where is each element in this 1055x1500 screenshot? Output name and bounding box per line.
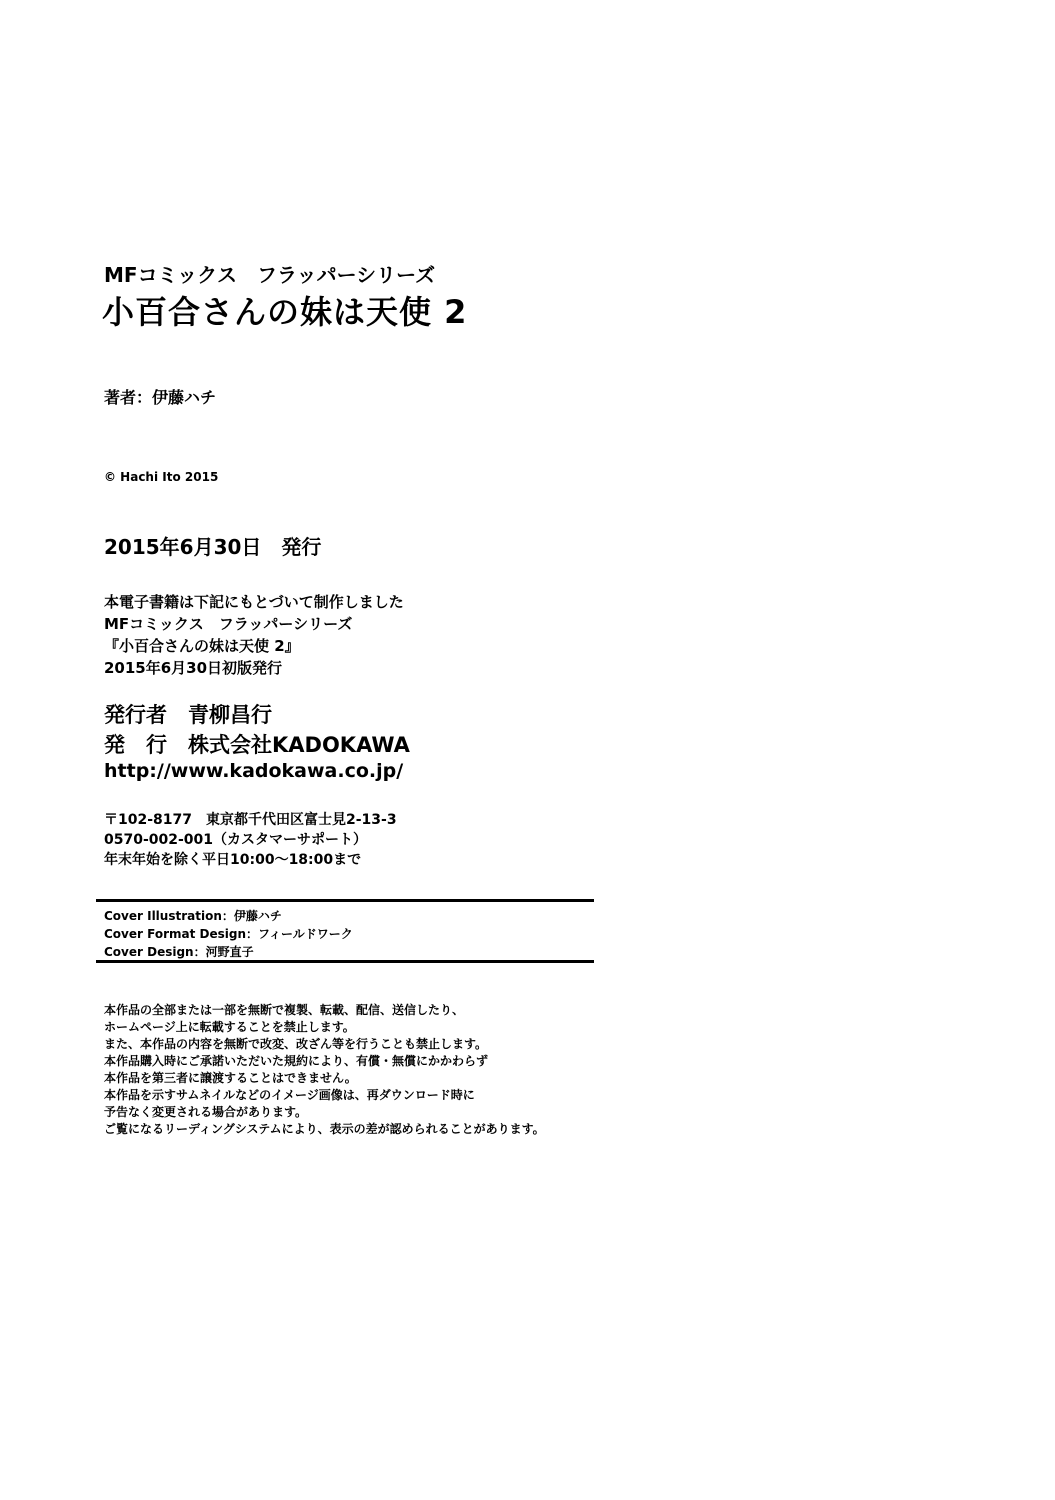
notice-line: 本作品の全部または一部を無断で複製、転載、配信、送信したり、 [104, 1003, 465, 1017]
credit-line: Cover Design：河野直子 [104, 945, 254, 959]
notice-line: また、本作品の内容を無断で改変、改ざん等を行うことも禁止します。 [104, 1037, 488, 1051]
source-info-line: MFコミックス フラッパーシリーズ [104, 615, 353, 633]
credits-bottom-divider [96, 960, 594, 963]
issuer-line: 発行者 青柳昌行 [104, 703, 272, 727]
notice-line: 予告なく変更される場合があります。 [104, 1105, 308, 1119]
credit-line: Cover Illustration：伊藤ハチ [104, 909, 282, 923]
credits-top-divider [96, 899, 594, 902]
source-info-line: 『小百合さんの妹は天使 2』 [104, 637, 300, 655]
hours-line: 年末年始を除く平日10:00〜18:00まで [104, 852, 362, 868]
notice-line: 本作品を示すサムネイルなどのイメージ画像は、再ダウンロード時に [104, 1088, 475, 1102]
publisher-line: 発 行 株式会社KADOKAWA [104, 733, 410, 757]
cover-credits [104, 907, 353, 961]
source-info-line: 2015年6月30日初版発行 [104, 659, 283, 677]
phone-line: 0570-002-001（カスタマーサポート） [104, 832, 368, 848]
series-name: MFコミックス フラッパーシリーズ [104, 263, 436, 287]
publisher-url-link[interactable]: http://www.kadokawa.co.jp/ [104, 760, 404, 782]
legal-notice [104, 1002, 545, 1138]
notice-line: ご覧になるリーディングシステムにより、表示の差が認められることがあります。 [104, 1122, 545, 1136]
source-edition-info [104, 591, 404, 679]
copyright-notice: © Hachi Ito 2015 [104, 470, 219, 484]
address-line: 〒102-8177 東京都千代田区富士見2-13-3 [104, 812, 397, 828]
credit-line: Cover Format Design：フィールドワーク [104, 927, 353, 941]
book-title: 小百合さんの妹は天使 2 [102, 293, 468, 331]
notice-line: 本作品購入時にご承諾いただいた規約により、有償・無償にかかわらず [104, 1054, 489, 1068]
address-block [104, 810, 397, 870]
notice-line: ホームページ上に転載することを禁止します。 [104, 1020, 355, 1034]
publish-date: 2015年6月30日 発行 [104, 535, 322, 559]
source-info-line: 本電子書籍は下記にもとづいて制作しました [104, 593, 404, 611]
notice-line: 本作品を第三者に譲渡することはできません。 [104, 1071, 357, 1085]
author-line: 著者：伊藤ハチ [104, 388, 217, 407]
publisher-block [104, 700, 410, 760]
